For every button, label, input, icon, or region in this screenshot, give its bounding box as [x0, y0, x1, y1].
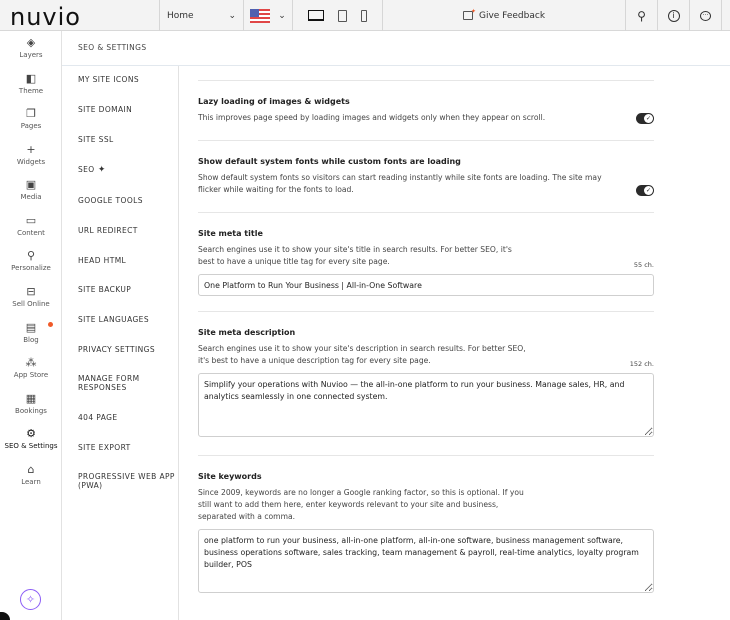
tablet-icon[interactable] [338, 10, 347, 22]
info-button[interactable] [658, 0, 690, 31]
pages-icon: ❐ [26, 107, 36, 120]
panel-item-google-tools[interactable] [78, 196, 178, 205]
sidebar-item-content[interactable] [0, 214, 62, 237]
setting-description: Search engines use it to show your site's description in search results. For better SEO, it's best to have a unique description tag for every site page. [198, 344, 526, 365]
panel-item-label: PRIVACY SETTINGS [78, 345, 155, 354]
panel-item-label: MY SITE ICONS [78, 75, 140, 84]
panel-item-label: SITE DOMAIN [78, 105, 133, 114]
character-count: 55 ch. [633, 261, 654, 269]
sidebar-item-blog[interactable] [0, 321, 62, 344]
panel-item-label: MANAGE FORM RESPONSES [78, 374, 140, 392]
setting-description: Search engines use it to show your site's title in search results. For better SEO, it's best to have a unique title tag for every site page. [198, 245, 512, 266]
panel-item-seo[interactable] [78, 165, 178, 175]
chevron-down-icon: ⌄ [228, 10, 236, 21]
keywords-textarea[interactable] [198, 529, 654, 593]
sidebar-item-bookings[interactable] [0, 392, 62, 415]
setting-title: Site keywords [198, 472, 262, 481]
sidebar-item-layers[interactable] [0, 36, 62, 59]
apps-icon: ⁂ [25, 356, 37, 369]
sidebar-item-widgets[interactable] [0, 143, 62, 166]
sidebar-item-label: Widgets [16, 158, 46, 166]
sidebar-item-label: SEO & Settings [4, 442, 58, 450]
blog-icon: ▤ [25, 321, 37, 334]
panel-header [62, 31, 730, 66]
device-switcher [293, 0, 383, 31]
us-flag-icon [250, 9, 270, 23]
sidebar-item-label: Pages [20, 122, 42, 130]
sidebar-item-label: App Store [13, 371, 49, 379]
divider [198, 212, 654, 213]
panel-item-progressive-web-app-pwa[interactable] [78, 472, 178, 490]
learn-icon: ⌂ [27, 463, 35, 476]
top-bar [0, 0, 730, 31]
meta-title-setting [198, 229, 654, 268]
lazy-loading-setting [198, 97, 654, 124]
folder-icon: ▭ [25, 214, 37, 227]
sidebar-item-label: Theme [18, 87, 44, 95]
search-button[interactable] [626, 0, 658, 31]
search-icon: ⚲ [637, 8, 646, 23]
setting-title: Lazy loading of images & widgets [198, 97, 350, 106]
panel-item-label: PROGRESSIVE WEB APP (PWA) [78, 472, 175, 490]
feedback-icon: ✦ [463, 11, 473, 20]
meta-title-input[interactable] [198, 274, 654, 296]
store-icon: ⊟ [26, 285, 36, 298]
language-select[interactable] [244, 0, 293, 31]
panel-item-label: 404 PAGE [78, 413, 118, 422]
sidebar-item-theme[interactable] [0, 72, 62, 95]
sidebar-item-label: Personalize [11, 264, 51, 272]
character-count: 152 ch. [629, 360, 654, 368]
settings-panel [62, 66, 179, 620]
theme-icon: ◧ [25, 72, 37, 85]
setting-description: Since 2009, keywords are no longer a Google ranking factor, so this is optional. If you still want to add them here, enter keywords relevant to your site and business, separated with a comma. [198, 488, 524, 521]
sidebar-item-app-store[interactable] [0, 356, 62, 379]
panel-item-url-redirect[interactable] [78, 226, 178, 235]
system-fonts-setting [198, 157, 654, 196]
panel-item-label: HEAD HTML [78, 256, 127, 265]
panel-title: SEO & SETTINGS [78, 43, 147, 52]
divider [198, 311, 654, 312]
system-fonts-toggle[interactable] [636, 185, 654, 196]
sidebar-item-label: Media [20, 193, 42, 201]
sparkle-icon: ✦ [94, 165, 106, 175]
sidebar-item-label: Blog [23, 336, 39, 344]
sidebar-item-label: Bookings [15, 407, 47, 415]
page-select-value: Home [167, 10, 194, 21]
sidebar-item-sell-online[interactable] [0, 285, 62, 308]
sidebar-item-label: Sell Online [12, 300, 50, 308]
chat-button[interactable] [690, 0, 722, 31]
panel-item-label: SITE LANGUAGES [78, 315, 149, 324]
panel-item-label: GOOGLE TOOLS [78, 196, 143, 205]
sidebar-item-label: Layers [19, 51, 43, 59]
panel-item-site-domain[interactable] [78, 105, 178, 114]
panel-item-manage-form-responses[interactable] [78, 374, 178, 392]
chevron-down-icon: ⌄ [278, 10, 286, 21]
keywords-setting [198, 472, 654, 523]
panel-item-site-languages[interactable] [78, 315, 178, 324]
sparkle-icon: ✧ [25, 593, 36, 606]
panel-item-head-html[interactable] [78, 256, 178, 265]
setting-title: Site meta description [198, 328, 296, 337]
plus-icon: + [26, 143, 36, 156]
setting-description: Show default system fonts so visitors can start reading instantly while site fonts are loading. The site may flicker while waiting for the fonts to load. [198, 173, 602, 194]
personalize-icon: ⚲ [26, 249, 36, 262]
sidebar-item-personalize[interactable] [0, 249, 62, 272]
sidebar-item-media[interactable] [0, 178, 62, 201]
panel-item-label: SITE SSL [78, 135, 114, 144]
panel-item-site-export[interactable] [78, 443, 178, 452]
info-icon: i [668, 10, 680, 22]
panel-item-404-page[interactable] [78, 413, 178, 422]
setting-description: This improves page speed by loading images and widgets only when they appear on scroll. [198, 113, 546, 122]
calendar-icon: ▦ [25, 392, 37, 405]
chat-icon: ··· [700, 11, 711, 21]
panel-item-my-site-icons[interactable] [78, 75, 178, 84]
meta-description-textarea[interactable] [198, 373, 654, 437]
lazy-loading-toggle[interactable] [636, 113, 654, 124]
setting-title: Show default system fonts while custom fonts are loading [198, 157, 461, 166]
sidebar-item-seo-settings[interactable] [0, 427, 62, 450]
gear-icon: ⚙ [26, 427, 36, 440]
give-feedback-label: Give Feedback [478, 10, 546, 21]
panel-item-label: URL REDIRECT [78, 226, 138, 235]
page-select[interactable] [160, 0, 244, 31]
sidebar-item-learn[interactable] [0, 463, 62, 486]
sidebar-item-label: Content [17, 229, 45, 237]
layers-icon: ◈ [26, 36, 36, 49]
panel-item-label: SITE BACKUP [78, 285, 132, 294]
desktop-icon[interactable] [308, 10, 324, 21]
sidebar-item-label: Learn [21, 478, 41, 486]
logo: nuvio [10, 3, 81, 31]
give-feedback-button[interactable] [383, 0, 626, 31]
panel-item-site-ssl[interactable] [78, 135, 178, 144]
panel-item-label: SITE EXPORT [78, 443, 131, 452]
logo-area [0, 0, 160, 31]
divider [198, 455, 654, 456]
divider [198, 80, 654, 81]
panel-item-site-backup[interactable] [78, 285, 178, 294]
ai-assistant-button[interactable] [20, 589, 41, 610]
main-sidebar [0, 31, 62, 620]
image-icon: ▣ [25, 178, 37, 191]
notification-dot [48, 322, 53, 327]
divider [198, 140, 654, 141]
setting-title: Site meta title [198, 229, 263, 238]
panel-item-privacy-settings[interactable] [78, 345, 178, 354]
sidebar-item-pages[interactable] [0, 107, 62, 130]
mobile-icon[interactable] [361, 10, 367, 22]
meta-description-setting [198, 328, 654, 367]
panel-item-label: SEO [78, 165, 95, 174]
